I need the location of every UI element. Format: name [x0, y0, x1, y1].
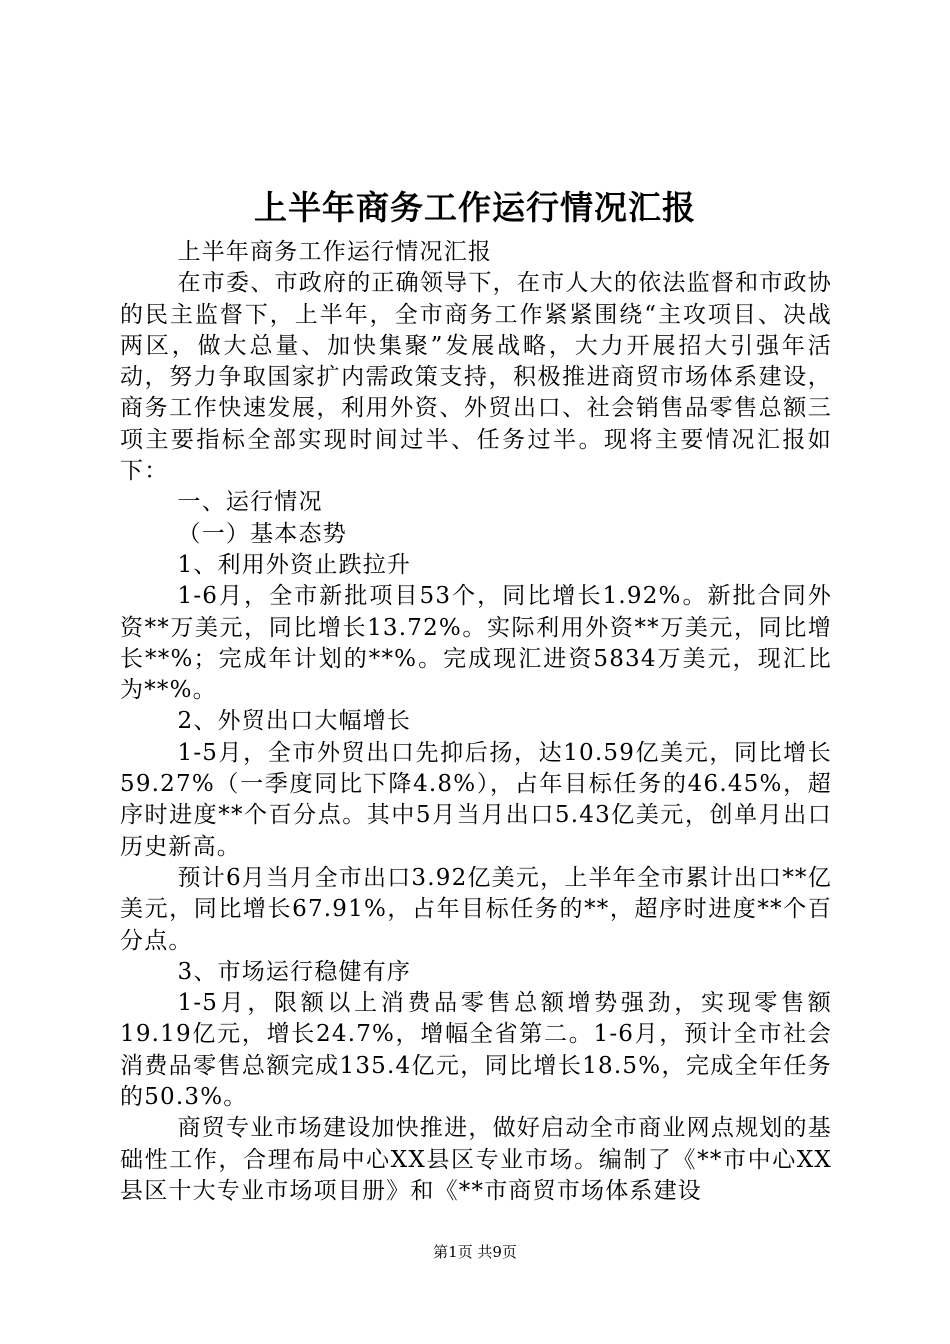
paragraph-exports: 1-5月，全市外贸出口先抑后扬，达10.59亿美元，同比增长59.27%（一季度同比下降4.8%），占年目标任务的46.45%，超序时进度**个百分点。其中5月当月出口5.43亿美元，创单月出口历史新高。 — [120, 739, 832, 860]
paragraph-foreign-investment: 1-6月，全市新批项目53个，同比增长1.92%。新批合同外资**万美元，同比增长13.72%。实际利用外资**万美元，同比增长**%；完成年计划的**%。完成现汇进资5834万美元，现汇比为**%。 — [120, 583, 832, 704]
item-heading-exports: 2、外贸出口大幅增长 — [177, 708, 412, 735]
paragraph-market-retail: 1-5月，限额以上消费品零售总额增势强劲，实现零售额19.19亿元，增长24.7%，增幅全省第二。1-6月，预计全市社会消费品零售总额完成135.4亿元，同比增长18.5%，完成全年任务的50.3%。 — [120, 990, 832, 1111]
page-footer: 第1页 共9页 — [433, 1243, 517, 1261]
subsection-heading-1: （一）基本态势 — [177, 520, 347, 547]
document-body — [120, 237, 832, 1207]
document-title: 上半年商务工作运行情况汇报 — [254, 188, 696, 227]
paragraph-intro: 在市委、市政府的正确领导下，在市人大的依法监督和市政协的民主监督下，上半年，全市商务工作紧紧围绕“主攻项目、决战两区，做大总量、加快集聚”发展战略，大力开展招大引强年活动，努力争取国家扩内需政策支持，积极推进商贸市场体系建设，商务工作快速发展，利用外资、外贸出口、社会销售品零售总额三项主要指标全部实现时间过半、任务过半。现将主要情况汇报如下： — [120, 270, 832, 485]
paragraph-heading-repeat: 上半年商务工作运行情况汇报 — [177, 239, 493, 265]
item-heading-market: 3、市场运行稳健有序 — [177, 958, 412, 985]
section-heading-1: 一、运行情况 — [177, 489, 323, 516]
paragraph-exports-forecast: 预计6月当月全市出口3.92亿美元，上半年全市累计出口**亿美元，同比增长67.91%，占年目标任务的**，超序时进度**个百分点。 — [120, 864, 832, 954]
item-heading-foreign-investment: 1、利用外资止跌拉升 — [177, 551, 412, 578]
paragraph-market-construction: 商贸专业市场建设加快推进，做好启动全市商业网点规划的基础性工作，合理布局中心XX县区专业市场。编制了《**市中心XX县区十大专业市场项目册》和《**市商贸市场体系建设 — [120, 1115, 832, 1204]
